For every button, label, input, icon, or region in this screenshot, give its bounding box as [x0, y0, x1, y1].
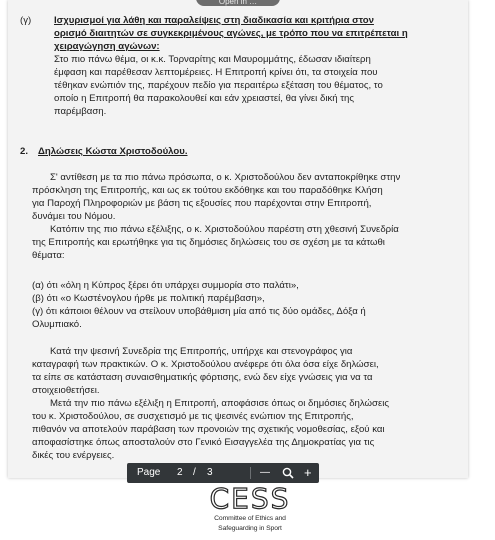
para4-line-1: Μετά την πιο πάνω εξέλιξη η Επιτροπή, αποφάσισε όπως οι δημόσιες δηλώσεις: [50, 398, 389, 409]
list-item-b: (β) ότι «ο Κωστένογλου ήρθε με πολιτική παρέμβαση»,: [32, 293, 265, 304]
section-c-title-line-3: χειραγώγηση αγώνων:: [54, 41, 160, 52]
page-separator: /: [193, 467, 196, 478]
para1-line-2: πρόσκληση της Επιτροπής, και ως εκ τούτου εκδόθηκε και του παραδόθηκε Κλήση: [32, 185, 383, 196]
list-item-c-cont: Ολυμπιακό.: [32, 319, 82, 330]
cess-logo-text: CESS: [209, 482, 291, 515]
list-item-c: (γ) ότι κάποιοι θέλουν να στείλουν υποβάθμιση μία από τις δύο ομάδες, Δόξα ή: [32, 306, 366, 317]
para1-line-3: για Παροχή Πληροφοριών με βάση τις εξουσίες που παρέχονται στην Επιτροπή,: [32, 198, 372, 209]
para2-line-2: της Επιτροπής και ερωτήθηκε για τις δημόσιες δηλώσεις του σε σχέση με τα κάτωθι: [32, 237, 385, 248]
para1-line-1: Σ' αντίθεση με τα πιο πάνω πρόσωπα, ο κ. Χριστοδούλου δεν ανταποκρίθηκε στην: [50, 172, 401, 183]
zoom-icon[interactable]: [282, 467, 294, 479]
para2-line-1: Κατόπιν της πιο πάνω εξέλιξης, ο κ. Χριστοδούλου παρέστη στη χθεσινή Συνεδρία: [50, 224, 399, 235]
list-item-a: (α) ότι «όλη η Κύπρος ξέρει ότι υπάρχει συμμορία στο παλάτι»,: [32, 280, 299, 291]
section-c-body-line-5: παρέμβαση.: [54, 106, 107, 117]
para4-line-2: του κ. Χριστοδούλου, σε συσχετισμό με τις ψεσινές ενώπιον της Επιτροπής,: [32, 411, 354, 422]
para4-line-5: δικές του ενέργειες.: [32, 450, 115, 461]
section-2-title: Δηλώσεις Κώστα Χριστοδούλου.: [38, 146, 188, 157]
cess-logo: [200, 482, 300, 538]
page-label: Page: [137, 467, 161, 478]
zoom-in-button[interactable]: +: [304, 465, 312, 480]
para3-line-2: καταγραφή των πρακτικών. Ο κ. Χριστοδούλου ανέφερε ότι όλα όσα είχε δηλώσει,: [32, 359, 379, 370]
open-in-pill[interactable]: Open in …: [196, 0, 280, 6]
para1-line-4: δυνάμει του Νόμου.: [32, 211, 116, 222]
zoom-out-button[interactable]: —: [260, 467, 270, 478]
toolbar-divider: [250, 467, 251, 479]
section-c-marker: (γ): [20, 15, 32, 26]
para4-line-4: αποφασίστηκε όπως αποσταλούν στο Γενικό Εισαγγελέα της Δημοκρατίας για τις: [32, 437, 375, 448]
document-content: [8, 0, 468, 478]
para3-line-1: Κατά την ψεσινή Συνεδρία της Επιτροπής, υπήρχε και στενογράφος για: [50, 346, 353, 357]
para4-line-3: πιθανόν να αποτελούν παράβαση των προνοιών της σχετικής νομοθεσίας, εξού και: [32, 424, 385, 435]
total-pages: 3: [207, 467, 213, 478]
logo-caption-line-2: Safeguarding in Sport: [218, 525, 282, 532]
section-c-body-line-1: Στο πιο πάνω θέμα, οι κ.κ. Τορναρίτης και Μαυρομμάτης, έδωσαν ιδιαίτερη: [54, 54, 371, 65]
para3-line-4: στοιχειοθετήσει.: [32, 385, 100, 396]
cess-logo-mark: [209, 482, 291, 515]
section-c-title-line-2: ορισμό διαιτητών σε συγκεκριμένους αγώνες, με τρόπο που να επιτρέπεται η: [54, 28, 408, 39]
current-page-number[interactable]: 2: [177, 467, 183, 478]
para2-line-3: θέματα:: [32, 250, 65, 261]
section-c-body-line-3: τέθηκαν ενώπιόν της, παρέχουν πεδίο για περαιτέρω εξέταση του θέματος, το: [54, 80, 383, 91]
section-2-number: 2.: [20, 146, 29, 157]
para3-line-3: τα είπε σε κατάσταση συναισθηματικής φόρτισης, ενώ δεν είχε γνώσεις για να τα: [32, 372, 373, 383]
document-page: [8, 0, 468, 478]
section-c-title-line-1: Ισχυρισμοί για λάθη και παραλείψεις στη διαδικασία και κριτήρια στον: [54, 15, 374, 26]
logo-caption-line-1: Committee of Ethics and: [214, 515, 286, 522]
section-c-body-line-2: έμφαση και παρέθεσαν λεπτομέρειες. Η Επιτροπή κρίνει ότι, τα στοιχεία που: [54, 67, 378, 78]
section-c-body-line-4: οποίο η Επιτροπή θα παρακολουθεί και εάν χρειαστεί, θα γίνει δική της: [54, 93, 354, 104]
pdf-page-toolbar: [127, 463, 319, 483]
